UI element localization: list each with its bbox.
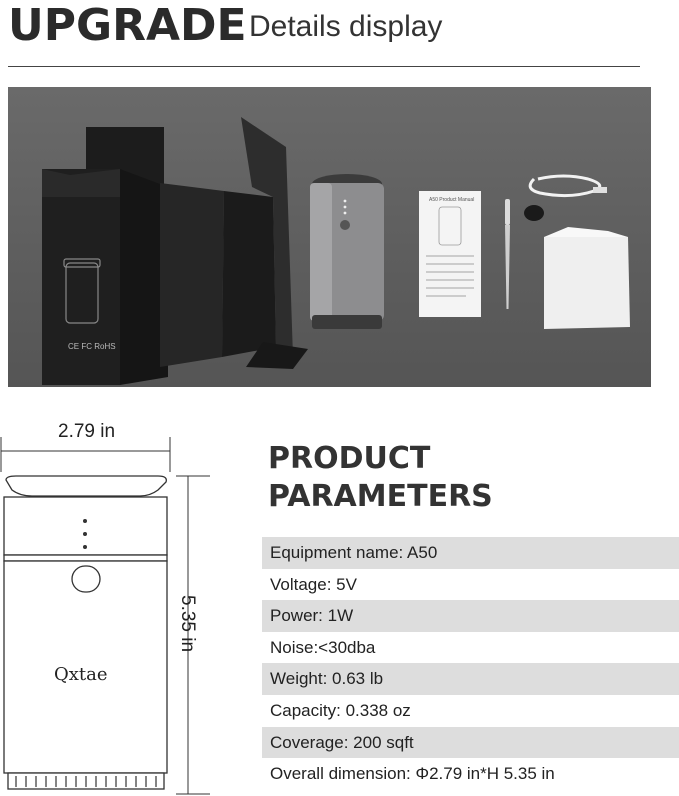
product-manual xyxy=(419,191,481,317)
parameters-title-line2: PARAMETERS xyxy=(268,479,493,514)
usb-cable xyxy=(530,176,600,196)
dropper xyxy=(505,199,510,225)
brand-label: Qxtae xyxy=(54,664,108,685)
width-label: 2.79 in xyxy=(58,421,116,442)
param-row-overall-dimension: Overall dimension: Φ2.79 in*H 5.35 in xyxy=(270,764,555,784)
param-row-noise: Noise:<30dba xyxy=(270,637,376,657)
manual-title: A50 Product Manual xyxy=(429,197,475,203)
unboxing-illustration xyxy=(8,87,651,387)
device-base xyxy=(312,315,382,329)
parameters-title-line1: PRODUCT xyxy=(268,441,431,476)
param-row-equipment-name: Equipment name: A50 xyxy=(262,537,679,569)
header-divider xyxy=(8,66,640,67)
param-row-coverage: Coverage: 200 sqft xyxy=(262,727,679,759)
accessory-piece xyxy=(524,205,544,221)
box-marks: CE FC RoHS xyxy=(68,342,116,351)
parameters-title xyxy=(268,440,493,516)
box-panel-middle xyxy=(222,191,276,357)
device-lid xyxy=(6,476,166,496)
param-row-capacity: Capacity: 0.338 oz xyxy=(270,700,411,720)
product-photo xyxy=(8,87,651,387)
subheadline: Details display xyxy=(249,10,443,43)
param-row-voltage: Voltage: 5V xyxy=(270,574,357,594)
headline: UPGRADE xyxy=(8,0,247,51)
box-panel-left xyxy=(160,183,224,367)
parameters-table xyxy=(262,537,679,790)
accessory-box xyxy=(544,237,630,329)
param-row-weight: Weight: 0.63 lb xyxy=(262,663,679,695)
device-button xyxy=(72,566,100,592)
height-label: 5.35 in xyxy=(177,595,198,653)
box-front xyxy=(42,169,120,385)
param-row-power: Power: 1W xyxy=(262,600,679,632)
